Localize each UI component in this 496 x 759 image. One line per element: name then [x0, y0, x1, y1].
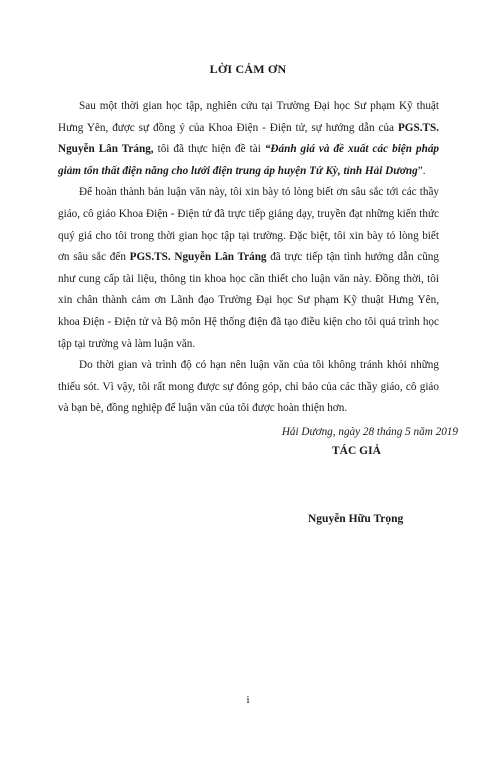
signing-date: Hải Dương, ngày 28 tháng 5 năm 2019: [281, 426, 458, 438]
advisor-name-1: PGS.TS. Nguyễn Lân Tráng,: [58, 121, 439, 156]
paragraph-1: [58, 96, 439, 182]
paragraph-2-text-1: Để hoàn thành bản luận văn này, tôi xin bày tỏ lòng biết ơn sâu sắc tới các thầy giáo, cô giáo Khoa Điện - Điện tử đã trực tiếp giảng dạy, truyền đạt những kiến thức quý giá cho tôi trong thời gian học tập tại trường. Đặc biệt, tôi xin bày tỏ lòng biết ơn sâu sắc đến: [58, 186, 439, 264]
thesis-title: “Đánh giá và đề xuất các biện pháp giảm tổn thất điện năng cho lưới điện trung áp huyện Tứ Kỳ, tỉnh Hải Dương: [58, 143, 440, 177]
document-body: [58, 96, 439, 420]
page-number: i: [246, 694, 250, 706]
paragraph-2-text-2: đã trực tiếp tận tình hướng dẫn cũng như cung cấp tài liệu, thông tin khoa học cần thiết cho luận văn này. Đồng thời, tôi xin chân thành cảm ơn Lãnh đạo Trường Đại học Sư phạm Kỹ thuật Hưng Yên, khoa Điện - Điện tử và Bộ môn Hệ thống điện đã tạo điều kiện cho tôi quá trình học tập tại trường và làm luận văn.: [58, 251, 439, 350]
author-name: Nguyễn Hữu Trọng: [308, 513, 404, 525]
paragraph-2: [58, 182, 439, 355]
paragraph-1-text-1: Sau một thời gian học tập, nghiên cứu tại Trường Đại học Sư phạm Kỹ thuật Hưng Yên, được sự đồng ý của Khoa Điện - Điện tử, sự hướng dẫn của: [58, 100, 439, 134]
page-title: LỜI CẢM ƠN: [209, 62, 287, 76]
paragraph-1-text-3: ”.: [417, 164, 426, 177]
paragraph-1-text-2: tôi đã thực hiện đề tài: [153, 143, 265, 156]
author-label: TÁC GIẢ: [332, 445, 381, 457]
paragraph-3: Do thời gian và trình độ có hạn nên luận văn của tôi không tránh khỏi những thiếu sót. Vì vậy, tôi rất mong được sự đóng góp, chỉ bảo của các thầy giáo, cô giáo và bạn bè, đồng nghiệp để luận văn của tôi được hoàn thiện hơn.: [58, 359, 439, 415]
advisor-name-2: PGS.TS. Nguyễn Lân Tráng: [129, 251, 267, 264]
